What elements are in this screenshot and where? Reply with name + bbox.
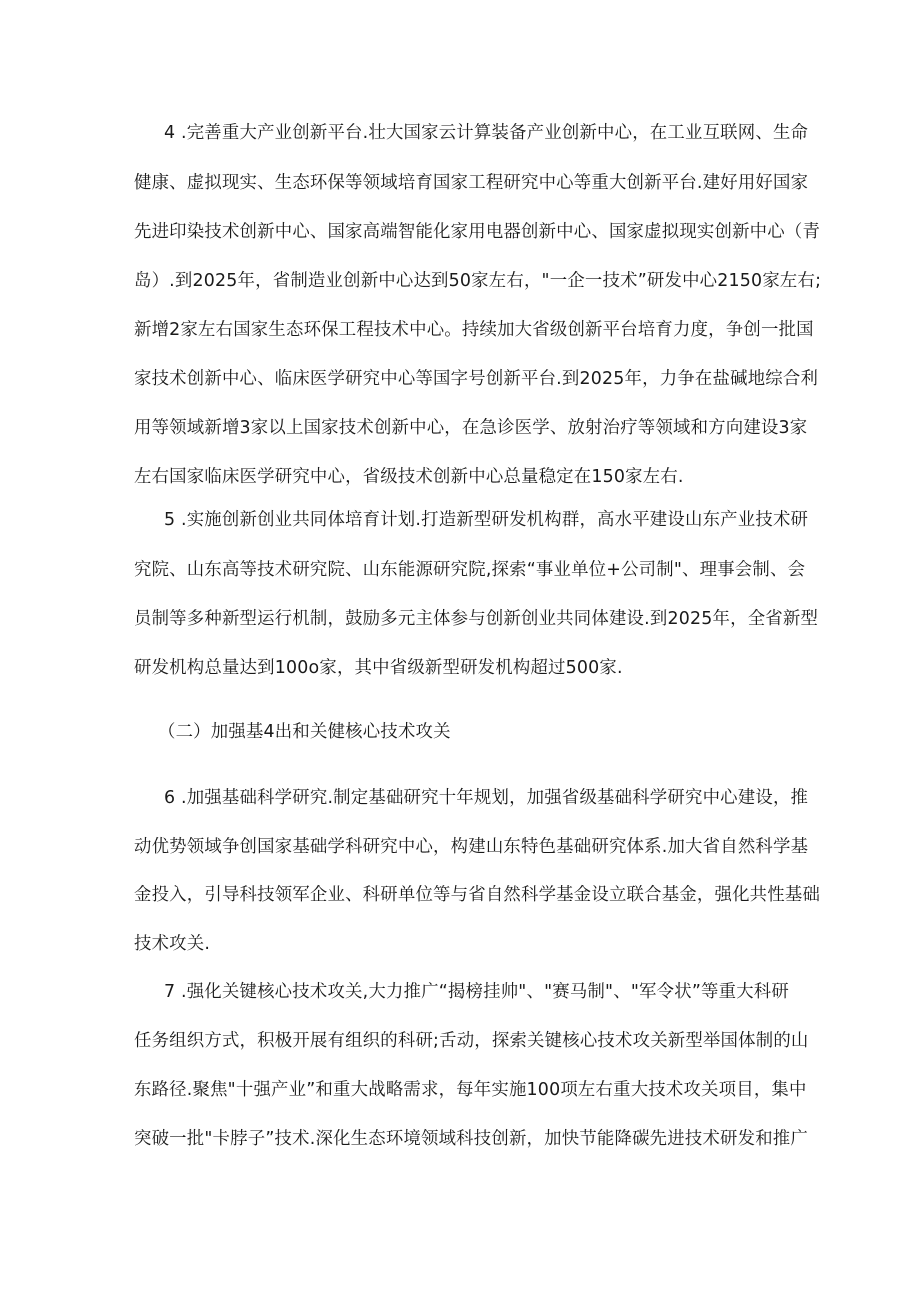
paragraph-line: 用等领域新增3家以上国家技术创新中心，在急诊医学、放射治疗等领域和方向建设3家 [134, 418, 808, 438]
paragraph-line: 突破一批"卡脖子”技术.深化生态环境领域科技创新，加快节能降碳先进技术研发和推广 [134, 1129, 808, 1149]
paragraph-line: 4 .完善重大产业创新平台.壮大国家云计算装备产业创新中心，在工业互联网、生命 [164, 123, 809, 143]
paragraph-line: 7 .强化关键核心技术攻关,大力推广“揭榜挂帅"、"赛马制"、"军令状”等重大科研 [164, 982, 789, 1002]
paragraph-line: 究院、山东高等技术研究院、山东能源研究院,探索“事业单位+公司制"、理事会制、会 [134, 560, 806, 580]
paragraph-line: 任务组织方式，积极开展有组织的科研;舌动，探索关键核心技术攻关新型举国体制的山 [134, 1031, 809, 1051]
paragraph-line: 新增2家左右国家生态环保工程技术中心。持续加大省级创新平台培育力度，争创一批国 [134, 320, 814, 340]
paragraph-line: 东路径.聚焦"十强产业”和重大战略需求，每年实施100项左右重大技术攻关项目，集中 [134, 1080, 807, 1100]
paragraph-line: 岛）.到2025年，省制造业创新中心达到50家左右，"一企一技术”研发中心2150家左右; [134, 271, 822, 291]
section-heading: （二）加强基4出和关健核心技术攻关 [158, 722, 451, 742]
paragraph-line: 6 .加强基础科学研究.制定基础研究十年规划，加强省级基础科学研究中心建设，推 [164, 788, 809, 808]
paragraph-line: 先进印染技术创新中心、国家高端智能化家用电器创新中心、国家虚拟现实创新中心（青 [134, 222, 821, 242]
paragraph-line: 左右国家临床医学研究中心，省级技术创新中心总量稳定在150家左右. [134, 467, 684, 487]
paragraph-line: 员制等多种新型运行机制，鼓励多元主体参与创新创业共同体建设.到2025年，全省新型 [134, 609, 819, 629]
paragraph-line: 金投入，引导科技领军企业、科研单位等与省自然科学基金设立联合基金，强化共性基础 [134, 885, 821, 905]
paragraph-line: 技术攻关. [134, 934, 211, 954]
paragraph-line: 健康、虚拟现实、生态环保等领域培育国家工程研究中心等重大创新平台.建好用好国家 [134, 173, 809, 193]
paragraph-line: 研发机构总量达到100o家，其中省级新型研发机构超过500家. [134, 658, 623, 678]
paragraph-line: 5 .实施创新创业共同体培育计划.打造新型研发机构群，高水平建设山东产业技术研 [164, 510, 809, 530]
paragraph-line: 动优势领域争创国家基础学科研究中心，构建山东特色基础研究体系.加大省自然科学基 [134, 837, 809, 857]
paragraph-line: 家技术创新中心、临床医学研究中心等国字号创新平台.到2025年，力争在盐碱地综合利 [134, 369, 819, 389]
